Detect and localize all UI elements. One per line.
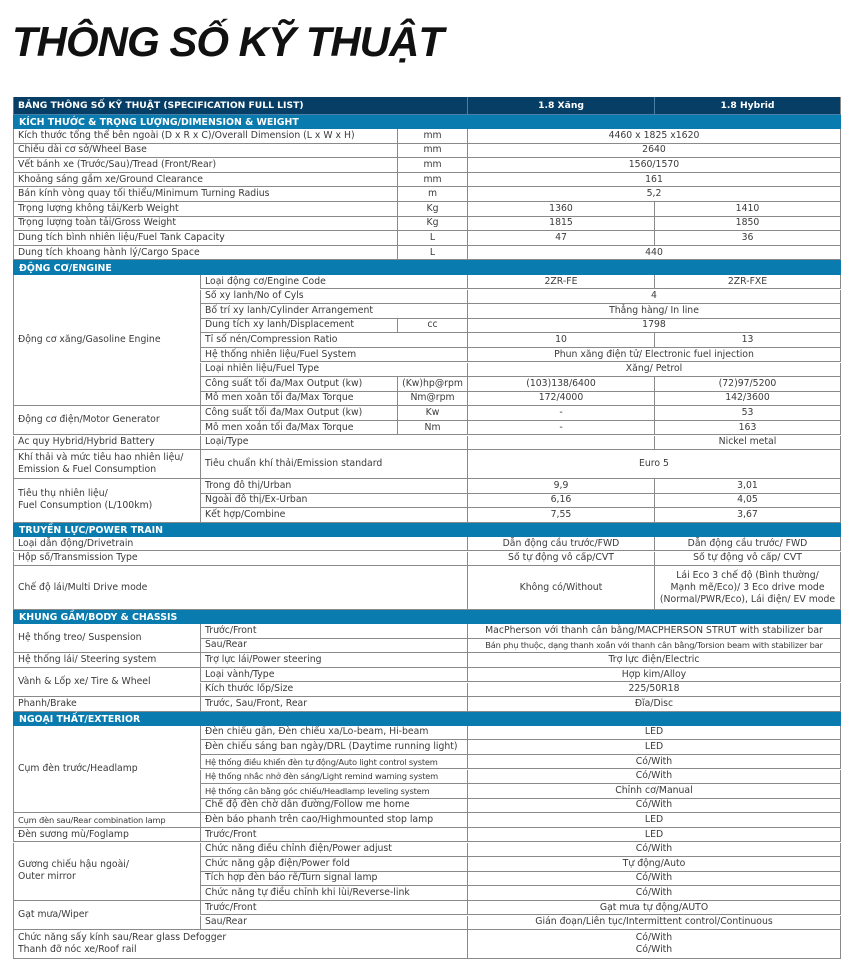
value-cell: Đĩa/Disc	[467, 697, 841, 712]
spec-label: Trước, Sau/Front, Rear	[200, 697, 467, 712]
spec-label: Chức năng tự điều chỉnh khi lùi/Reverse-link	[200, 886, 467, 901]
powertrain-row	[13, 552, 841, 567]
group-row	[13, 843, 841, 901]
header-col-xang: 1.8 Xăng	[467, 97, 654, 115]
value-cell: Có/With	[467, 886, 841, 901]
value-cell-xang: 2ZR-FE	[467, 275, 654, 290]
value-cell: 2640	[467, 144, 841, 159]
cell-text-line: Mạnh mẽ/Eco)/ 3 Eco drive mode	[670, 581, 825, 593]
chassis-row	[13, 697, 841, 712]
spec-label: Loại/Type	[200, 436, 467, 451]
value-cell-xang: Dẫn động cầu trước/FWD	[467, 537, 654, 552]
spec-label: Mô men xoắn tối đa/Max Torque	[200, 392, 397, 407]
value-cell: LED	[467, 726, 841, 741]
spec-label: Loại nhiên liệu/Fuel Type	[200, 363, 467, 378]
group-row	[13, 624, 841, 653]
spec-label: Chế độ đèn chờ dẫn đường/Follow me home	[200, 799, 467, 814]
value-cell-xang: 1815	[467, 217, 654, 232]
spec-label: Số xy lanh/No of Cyls	[200, 290, 467, 305]
unit-cell: mm	[397, 173, 467, 188]
spec-label: Hệ thống nhiên liệu/Fuel System	[200, 348, 467, 363]
dimension-row	[13, 158, 841, 173]
section-powertrain: TRUYỀN LỰC/POWER TRAIN	[13, 523, 841, 537]
spec-label: Ngoài đô thị/Ex-Urban	[200, 494, 467, 509]
unit-cell: Kw	[397, 406, 467, 421]
value-cell: MacPherson với thanh cân bằng/MACPHERSON STRUT with stabilizer bar	[467, 624, 841, 639]
spec-label: Kích thước lốp/Size	[200, 683, 467, 698]
cell-text-line: Emission & Fuel Consumption	[18, 464, 157, 476]
dimension-row	[13, 217, 841, 232]
group-label: Hệ thống treo/ Suspension	[13, 624, 200, 653]
dimension-row	[13, 173, 841, 188]
group-label: Cụm đèn sau/Rear combination lamp	[13, 813, 200, 828]
group-label: Phanh/Brake	[13, 697, 200, 712]
value-cell: 4460 x 1825 x1620	[467, 129, 841, 144]
spec-label: Đèn chiếu sáng ban ngày/DRL (Daytime running light)	[200, 740, 467, 755]
value-cell: Bán phụ thuộc, dạng thanh xoắn với thanh cân bằng/Torsion beam with stabilizer bar	[467, 639, 841, 654]
value-cell-hybrid: 163	[654, 421, 841, 436]
spec-label: Trong đô thị/Urban	[200, 479, 467, 494]
section-exterior: NGOẠI THẤT/EXTERIOR	[13, 712, 841, 726]
value-cell-xang: 7,55	[467, 508, 654, 523]
cell-text-line: Lái Eco 3 chế độ (Bình thường/	[676, 569, 819, 581]
value-cell: Euro 5	[467, 450, 841, 479]
spec-label: Tiêu chuẩn khí thải/Emission standard	[200, 450, 467, 479]
spec-label: Hộp số/Transmission Type	[13, 552, 467, 567]
unit-cell: Nm@rpm	[397, 392, 467, 407]
unit-cell: Kg	[397, 217, 467, 232]
spec-label: Trọng lượng toàn tải/Gross Weight	[13, 217, 397, 232]
group-label: Vành & Lốp xe/ Tire & Wheel	[13, 668, 200, 697]
spec-label: Tỉ số nén/Compression Ratio	[200, 333, 467, 348]
spec-label: Bán kính vòng quay tối thiểu/Minimum Turning Radius	[13, 187, 397, 202]
value-cell: 440	[467, 246, 841, 261]
group-label	[13, 450, 200, 479]
value-cell: 5,2	[467, 187, 841, 202]
value-cell	[467, 930, 841, 959]
value-cell: Trợ lực điện/Electric	[467, 653, 841, 668]
value-cell-xang: 10	[467, 333, 654, 348]
value-cell: Có/With	[467, 770, 841, 785]
group-label: Ắc quy Hybrid/Hybrid Battery	[13, 436, 200, 451]
page-title: THÔNG SỐ KỸ THUẬT	[12, 18, 443, 65]
exterior-row	[13, 828, 841, 843]
spec-label: Kết hợp/Combine	[200, 508, 467, 523]
group-label: Hệ thống lái/ Steering system	[13, 653, 200, 668]
group-row	[13, 479, 841, 523]
unit-cell: Nm	[397, 421, 467, 436]
unit-cell: mm	[397, 158, 467, 173]
value-cell-xang: -	[467, 421, 654, 436]
cell-text-line: Gương chiếu hậu ngoài/	[18, 859, 130, 871]
value-cell: 225/50R18	[467, 683, 841, 698]
unit-cell: (Kw)hp@rpm	[397, 377, 467, 392]
spec-label: Loại vành/Type	[200, 668, 467, 683]
powertrain-row	[13, 566, 841, 610]
value-cell: 4	[467, 290, 841, 305]
spec-label: Loại dẫn động/Drivetrain	[13, 537, 467, 552]
spec-label: Chế độ lái/Multi Drive mode	[13, 566, 467, 610]
spec-label: Hệ thống nhắc nhở đèn sáng/Light remind warning system	[200, 770, 467, 785]
value-cell-hybrid: 36	[654, 231, 841, 246]
spec-label: Sau/Rear	[200, 639, 467, 654]
spec-label: Tích hợp đèn báo rẽ/Turn signal lamp	[200, 872, 467, 887]
group-row	[13, 406, 841, 435]
spec-label: Sau/Rear	[200, 916, 467, 931]
value-cell: Tự động/Auto	[467, 857, 841, 872]
value-cell-hybrid: 1850	[654, 217, 841, 232]
cell-text-line: Khí thải và mức tiêu hao nhiên liệu/	[18, 452, 184, 464]
spec-label: Trợ lực lái/Power steering	[200, 653, 467, 668]
spec-label: Trước/Front	[200, 828, 467, 843]
group-label	[13, 479, 200, 523]
dimension-row	[13, 144, 841, 159]
value-cell: Có/With	[467, 872, 841, 887]
group-label	[13, 843, 200, 901]
spec-label: Khoảng sáng gầm xe/Ground Clearance	[13, 173, 397, 188]
group-label: Động cơ xăng/Gasoline Engine	[13, 275, 200, 406]
section-chassis: KHUNG GẦM/BODY & CHASSIS	[13, 610, 841, 624]
value-cell: 1798	[467, 319, 841, 334]
spec-label: Đèn chiếu gần, Đèn chiếu xa/Lo-beam, Hi-beam	[200, 726, 467, 741]
spec-label: Công suất tối đa/Max Output (kw)	[200, 377, 397, 392]
header-col-hybrid: 1.8 Hybrid	[654, 97, 841, 115]
value-cell-hybrid: Số tự động vô cấp/ CVT	[654, 552, 841, 567]
spec-label: Trước/Front	[200, 624, 467, 639]
value-cell-hybrid: 53	[654, 406, 841, 421]
value-cell-xang: 1360	[467, 202, 654, 217]
section-dimension: KÍCH THƯỚC & TRỌNG LƯỢNG/DIMENSION & WEIGHT	[13, 115, 841, 129]
table-header	[13, 97, 841, 115]
group-label: Đèn sương mù/Foglamp	[13, 828, 200, 843]
value-cell-xang: 9,9	[467, 479, 654, 494]
cell-text-line: Fuel Consumption (L/100km)	[18, 500, 153, 512]
value-cell-hybrid: 142/3600	[654, 392, 841, 407]
group-row	[13, 901, 841, 930]
dimension-row	[13, 202, 841, 217]
value-cell: Gạt mưa tự động/AUTO	[467, 901, 841, 916]
value-cell-hybrid: Nickel metal	[654, 436, 841, 451]
cell-text-line: (Normal/PWR/Eco), Lái điện/ EV mode	[659, 593, 836, 605]
cell-text-line: Chức năng sấy kính sau/Rear glass Defogger	[18, 932, 227, 944]
value-cell-hybrid: 2ZR-FXE	[654, 275, 841, 290]
unit-cell: Kg	[397, 202, 467, 217]
group-label: Gạt mưa/Wiper	[13, 901, 200, 930]
unit-cell: m	[397, 187, 467, 202]
cell-text-line: Có/With	[635, 944, 673, 956]
group-row	[13, 668, 841, 697]
spec-label: Dung tích khoang hành lý/Cargo Space	[13, 246, 397, 261]
value-cell-hybrid: 1410	[654, 202, 841, 217]
spec-label: Kích thước tổng thể bên ngoài (D x R x C)/Overall Dimension (L x W x H)	[13, 129, 397, 144]
spec-label: Chức năng điều chỉnh điện/Power adjust	[200, 843, 467, 858]
unit-cell: mm	[397, 129, 467, 144]
unit-cell: L	[397, 246, 467, 261]
powertrain-row	[13, 537, 841, 552]
value-cell-xang	[467, 436, 654, 451]
value-cell: Phun xăng điện tử/ Electronic fuel injection	[467, 348, 841, 363]
spec-label: Loại động cơ/Engine Code	[200, 275, 467, 290]
value-cell: LED	[467, 828, 841, 843]
value-cell: LED	[467, 813, 841, 828]
emission-row	[13, 450, 841, 479]
value-cell-xang: Số tự động vô cấp/CVT	[467, 552, 654, 567]
spec-label: Hệ thống cân bằng góc chiếu/Headlamp leveling system	[200, 784, 467, 799]
cell-text-line: Thanh đỡ nóc xe/Roof rail	[18, 944, 137, 956]
value-cell: 161	[467, 173, 841, 188]
value-cell-hybrid: 3,67	[654, 508, 841, 523]
value-cell: Hợp kim/Alloy	[467, 668, 841, 683]
chassis-row	[13, 653, 841, 668]
unit-cell: cc	[397, 319, 467, 334]
spec-label: Hệ thống điều khiển đèn tự động/Auto light control system	[200, 755, 467, 770]
spec-label: Trọng lượng không tải/Kerb Weight	[13, 202, 397, 217]
group-label: Cụm đèn trước/Headlamp	[13, 726, 200, 814]
spec-label: Đèn báo phanh trên cao/Highmounted stop lamp	[200, 813, 467, 828]
exterior-row	[13, 813, 841, 828]
cell-text-line: Tiêu thụ nhiên liệu/	[18, 488, 108, 500]
value-cell: LED	[467, 740, 841, 755]
header-label: BẢNG THÔNG SỐ KỸ THUẬT (SPECIFICATION FULL LIST)	[13, 97, 467, 115]
value-cell-xang: 172/4000	[467, 392, 654, 407]
spec-label: Mô men xoắn tối đa/Max Torque	[200, 421, 397, 436]
value-cell-hybrid: Dẫn động cầu trước/ FWD	[654, 537, 841, 552]
value-cell-xang: (103)138/6400	[467, 377, 654, 392]
value-cell-hybrid	[654, 566, 841, 610]
value-cell: 1560/1570	[467, 158, 841, 173]
battery-row	[13, 436, 841, 451]
value-cell: Chỉnh cơ/Manual	[467, 784, 841, 799]
cell-text-line: Outer mirror	[18, 871, 76, 883]
value-cell-xang: 6,16	[467, 494, 654, 509]
spec-label: Chức năng gập điện/Power fold	[200, 857, 467, 872]
value-cell-hybrid: (72)97/5200	[654, 377, 841, 392]
dimension-row	[13, 129, 841, 144]
value-cell: Có/With	[467, 755, 841, 770]
dimension-row	[13, 231, 841, 246]
dimension-row	[13, 187, 841, 202]
spec-label: Bố trí xy lanh/Cylinder Arrangement	[200, 304, 467, 319]
unit-cell: mm	[397, 144, 467, 159]
value-cell: Gián đoạn/Liên tục/Intermittent control/Continuous	[467, 916, 841, 931]
dimension-row	[13, 246, 841, 261]
value-cell: Thẳng hàng/ In line	[467, 304, 841, 319]
spec-label: Công suất tối đa/Max Output (kw)	[200, 406, 397, 421]
group-row	[13, 726, 841, 814]
section-engine: ĐỘNG CƠ/ENGINE	[13, 260, 841, 275]
unit-cell: L	[397, 231, 467, 246]
value-cell-xang: -	[467, 406, 654, 421]
value-cell: Có/With	[467, 799, 841, 814]
spec-label: Chiều dài cơ sở/Wheel Base	[13, 144, 397, 159]
spec-label	[13, 930, 467, 959]
value-cell: Xăng/ Petrol	[467, 363, 841, 378]
value-cell-xang: Không có/Without	[467, 566, 654, 610]
cell-text-line: Có/With	[635, 932, 673, 944]
spec-label: Trước/Front	[200, 901, 467, 916]
value-cell-xang: 47	[467, 231, 654, 246]
spec-label: Dung tích xy lanh/Displacement	[200, 319, 397, 334]
spec-label: Vết bánh xe (Trước/Sau)/Tread (Front/Rear)	[13, 158, 397, 173]
value-cell-hybrid: 13	[654, 333, 841, 348]
group-label: Động cơ điện/Motor Generator	[13, 406, 200, 435]
value-cell: Có/With	[467, 843, 841, 858]
value-cell-hybrid: 4,05	[654, 494, 841, 509]
value-cell-hybrid: 3,01	[654, 479, 841, 494]
exterior-row	[13, 930, 841, 959]
spec-label: Dung tích bình nhiên liệu/Fuel Tank Capacity	[13, 231, 397, 246]
group-row	[13, 275, 841, 406]
